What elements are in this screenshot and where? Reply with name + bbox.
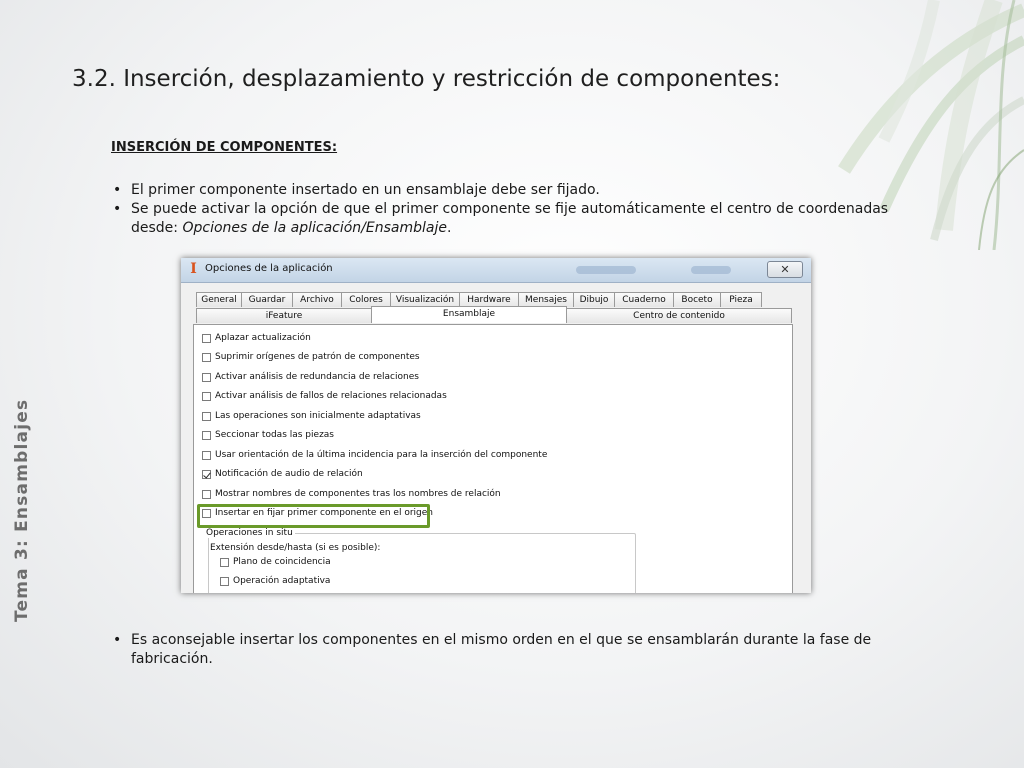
blurred-text — [691, 266, 731, 274]
option-row[interactable]: Operación adaptativa — [220, 574, 330, 588]
option-row[interactable]: Notificación de audio de relación — [202, 467, 363, 481]
blurred-text — [576, 266, 636, 274]
checkbox[interactable] — [202, 392, 211, 401]
option-row[interactable]: Aplazar actualización — [202, 331, 311, 345]
tab-centro-de-contenido[interactable]: Centro de contenido — [566, 308, 792, 323]
tab-cuaderno[interactable]: Cuaderno — [614, 292, 674, 307]
option-row[interactable]: Activar análisis de redundancia de relaciones — [202, 370, 419, 384]
tab-boceto[interactable]: Boceto — [673, 292, 721, 307]
tab-mensajes[interactable]: Mensajes — [518, 292, 574, 307]
options-dialog-screenshot — [181, 258, 811, 593]
bullet-list-top — [111, 181, 891, 238]
option-row[interactable]: Activar análisis de fallos de relaciones relacionadas — [202, 389, 447, 403]
tab-general[interactable]: General — [196, 292, 242, 307]
tab-colores[interactable]: Colores — [341, 292, 391, 307]
option-row[interactable]: Las operaciones son inicialmente adaptativas — [202, 409, 421, 423]
close-button[interactable]: ✕ — [767, 261, 803, 278]
option-row[interactable]: Plano de coincidencia — [220, 555, 331, 569]
option-row-insert-fixed-origin[interactable]: Insertar en fijar primer componente en el origen — [202, 506, 433, 520]
checkbox[interactable] — [220, 577, 229, 586]
section-heading: INSERCIÓN DE COMPONENTES: — [111, 140, 338, 155]
tab-dibujo[interactable]: Dibujo — [573, 292, 615, 307]
tab-pieza[interactable]: Pieza — [720, 292, 762, 307]
menu-path-italic: Opciones de la aplicación/Ensamblaje — [182, 220, 447, 236]
tab-guardar[interactable]: Guardar — [241, 292, 293, 307]
checkbox[interactable] — [202, 412, 211, 421]
checkbox[interactable] — [202, 509, 211, 518]
option-row[interactable]: Seccionar todas las piezas — [202, 428, 334, 442]
slide-title: 3.2. Inserción, desplazamiento y restricción de componentes: — [72, 66, 781, 92]
tab-hardware[interactable]: Hardware — [459, 292, 519, 307]
side-section-label: Tema 3: Ensamblajes — [12, 398, 32, 622]
inventor-app-icon: I — [190, 261, 197, 277]
checkbox[interactable] — [202, 334, 211, 343]
option-row[interactable]: Mostrar nombres de componentes tras los nombres de relación — [202, 487, 501, 501]
bullet-item: • El primer componente insertado en un ensamblaje debe ser fijado. — [111, 181, 891, 200]
option-row[interactable]: Suprimir orígenes de patrón de componentes — [202, 350, 420, 364]
bullet-item: • Es aconsejable insertar los componentes en el mismo orden en el que se ensamblarán durante la fase de fabricación. — [111, 631, 891, 669]
checkbox-checked[interactable] — [202, 470, 211, 479]
checkbox[interactable] — [202, 373, 211, 382]
tab-row-2 — [196, 308, 791, 324]
checkbox[interactable] — [202, 451, 211, 460]
checkbox[interactable] — [220, 558, 229, 567]
group-sublabel: Extensión desde/hasta (si es posible): — [210, 543, 381, 553]
tab-archivo[interactable]: Archivo — [292, 292, 342, 307]
tab-visualizacion[interactable]: Visualización — [390, 292, 460, 307]
checkbox[interactable] — [202, 353, 211, 362]
bullet-list-bottom — [111, 631, 891, 669]
option-row[interactable]: Usar orientación de la última incidencia para la inserción del componente — [202, 448, 547, 462]
group-title: Operaciones in situ — [206, 528, 293, 538]
ensamblaje-panel — [193, 324, 793, 593]
dialog-titlebar — [181, 258, 811, 283]
tab-ifeature[interactable]: iFeature — [196, 308, 372, 323]
tab-ensamblaje[interactable]: Ensamblaje — [371, 306, 567, 323]
checkbox[interactable] — [202, 490, 211, 499]
bullet-item: • Se puede activar la opción de que el primer componente se fije automáticamente el centro de coordenadas desde: Opciones de la aplicación/Ensamblaje. — [111, 200, 891, 238]
checkbox[interactable] — [202, 431, 211, 440]
dialog-title: Opciones de la aplicación — [205, 263, 333, 274]
